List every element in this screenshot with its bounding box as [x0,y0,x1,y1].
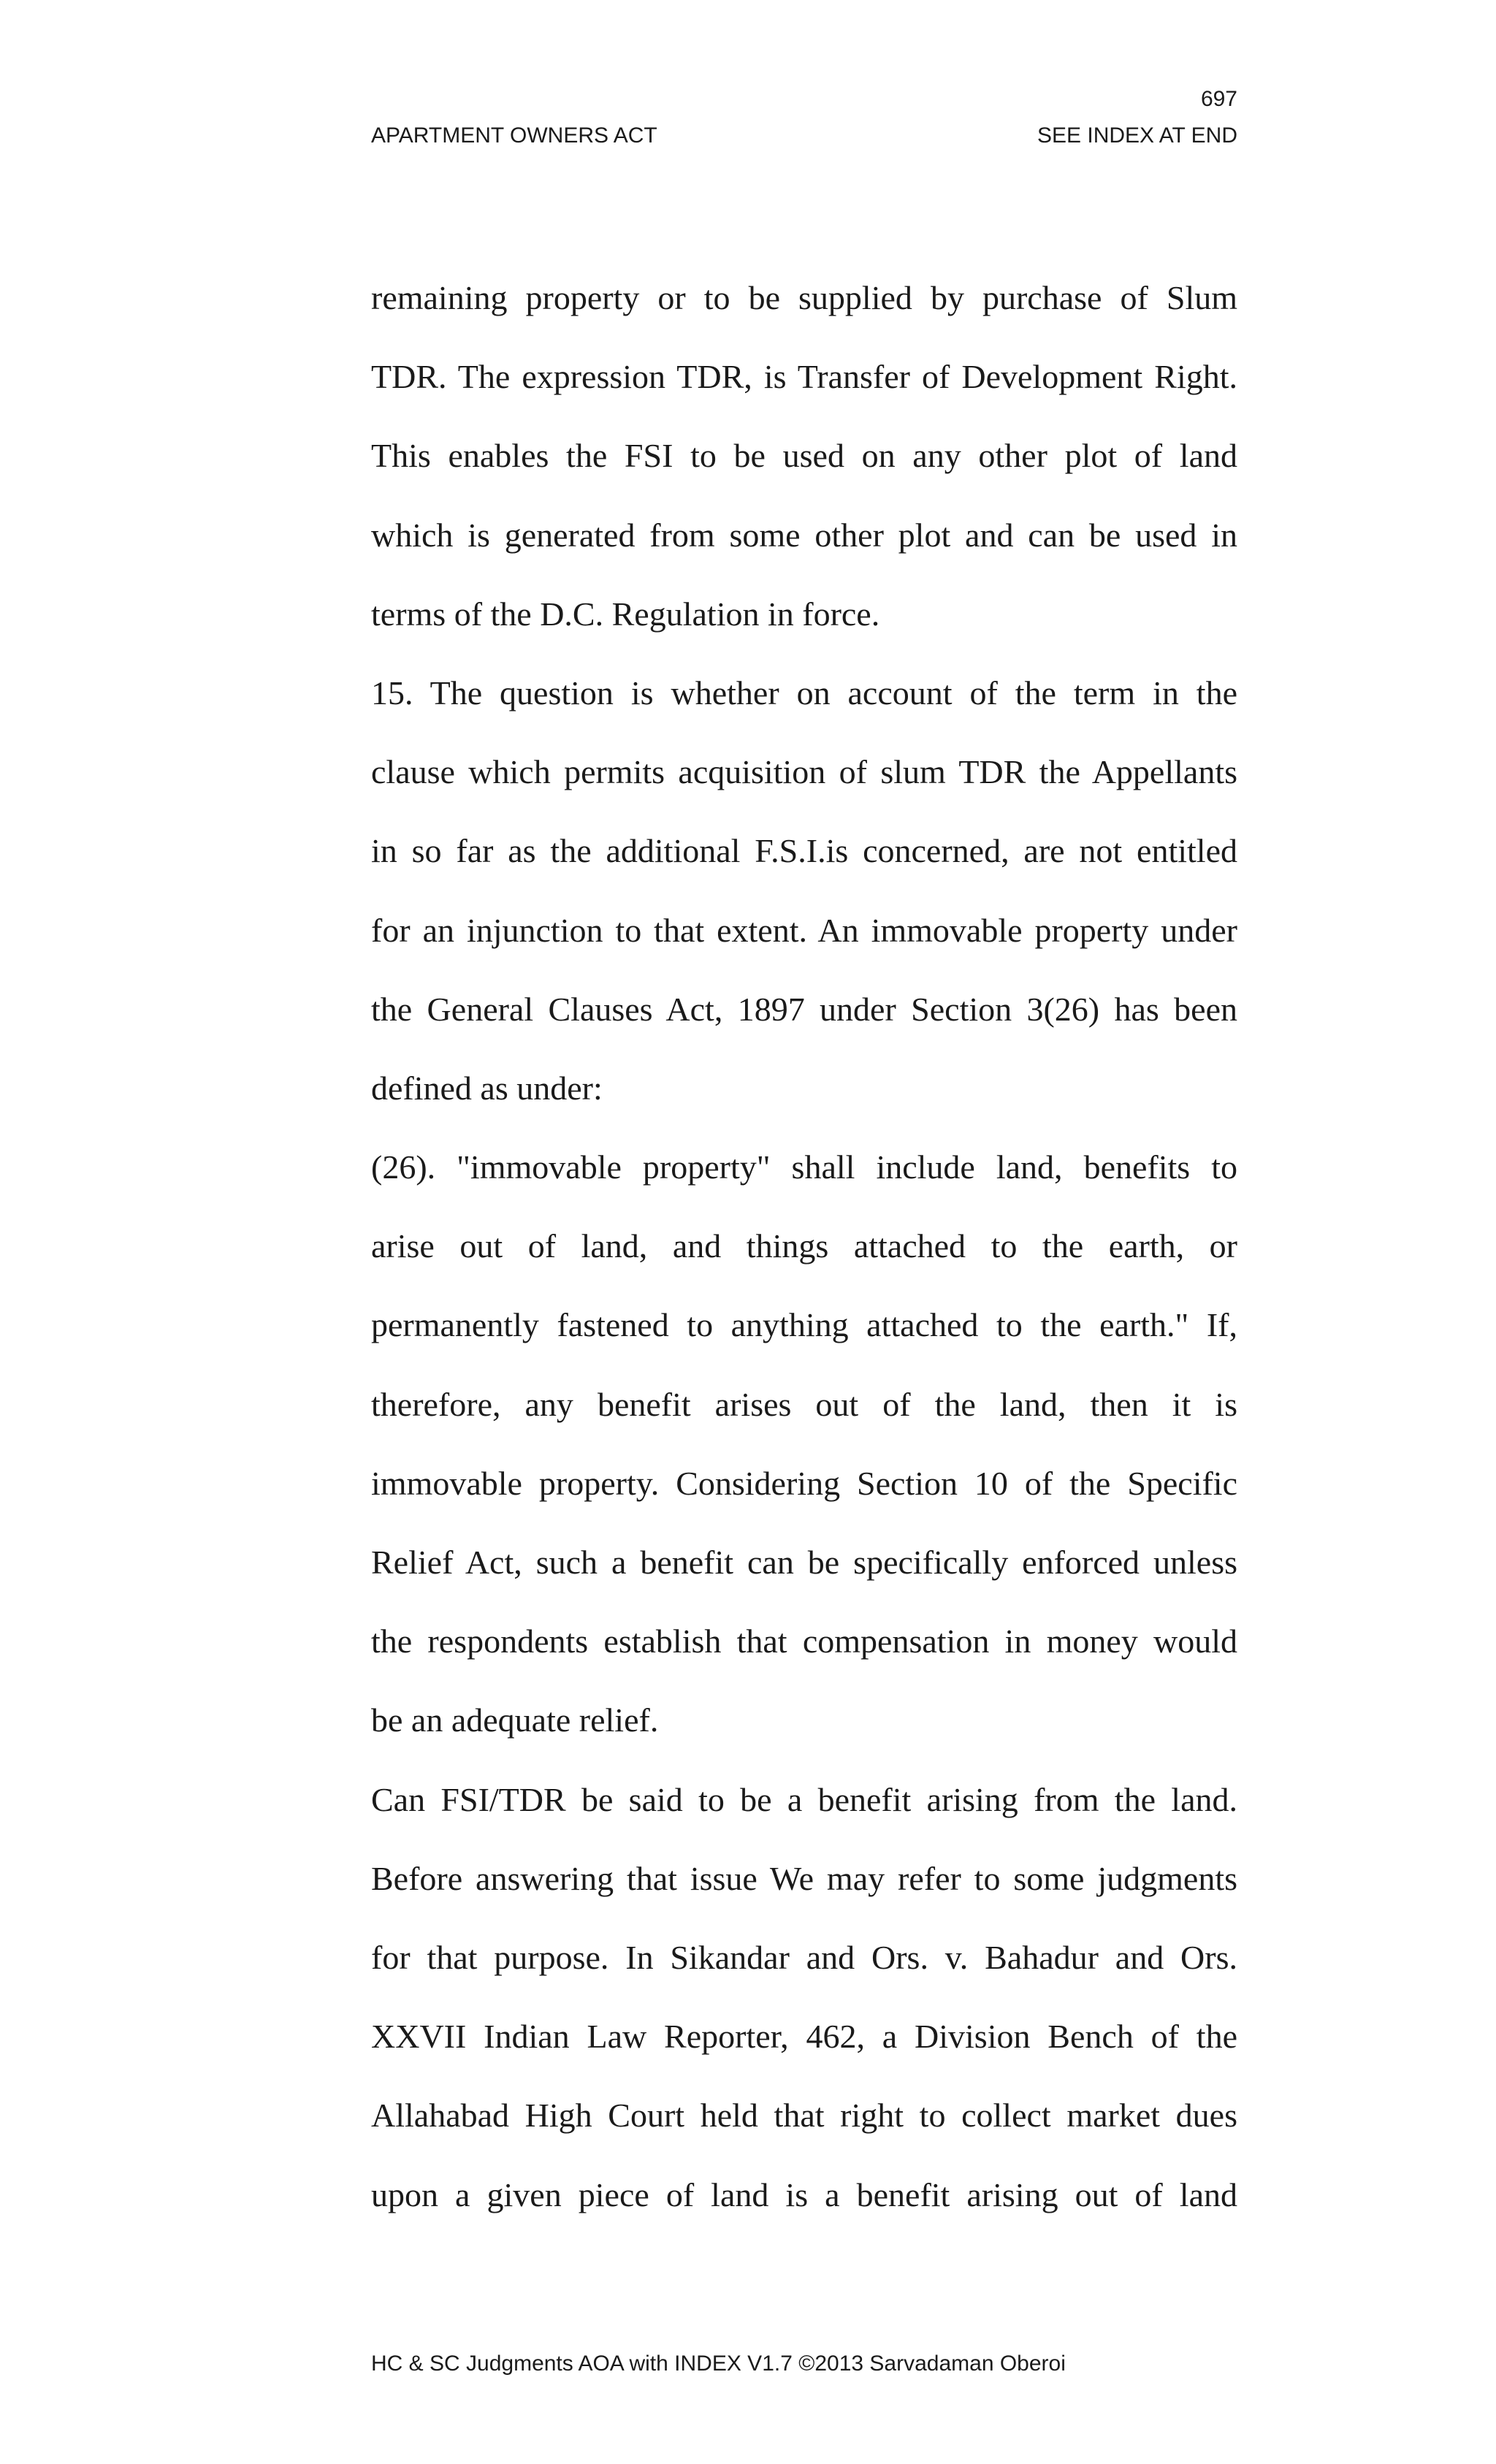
text-line: clause which permits acquisition of slum TDR the Appellants [371,753,1237,791]
text-line: XXVII Indian Law Reporter, 462, a Division Bench of the [371,2018,1237,2056]
text-line: defined as under: [371,1069,603,1107]
text-line: the General Clauses Act, 1897 under Section 3(26) has been [371,990,1237,1028]
text-line: (26). "immovable property" shall include land, benefits to [371,1148,1237,1186]
text-line: permanently fastened to anything attached to the earth." If, [371,1306,1237,1344]
text-line: Can FSI/TDR be said to be a benefit arising from the land. [371,1780,1237,1818]
text-line: 15. The question is whether on account of the term in the [371,674,1237,712]
running-header-index-note: SEE INDEX AT END [1037,123,1237,148]
text-line: terms of the D.C. Regulation in force. [371,595,880,633]
text-line: This enables the FSI to be used on any other plot of land [371,437,1237,475]
judgment-body-text [371,259,1237,2235]
running-header-title: APARTMENT OWNERS ACT [371,123,657,148]
text-line: be an adequate relief. [371,1701,659,1739]
text-line: Allahabad High Court held that right to collect market dues [371,2097,1237,2135]
text-line: which is generated from some other plot and can be used in [371,516,1237,554]
text-line: in so far as the additional F.S.I.is concerned, are not entitled [371,832,1237,870]
text-line: upon a given piece of land is a benefit arising out of land [371,2175,1237,2213]
text-line: Relief Act, such a benefit can be specifically enforced unless [371,1544,1237,1581]
text-line: therefore, any benefit arises out of the land, then it is [371,1385,1237,1423]
text-line: TDR. The expression TDR, is Transfer of Development Right. [371,358,1237,396]
page-number: 697 [1200,87,1237,111]
page-footer: HC & SC Judgments AOA with INDEX V1.7 ©2013 Sarvadaman Oberoi [371,2352,1066,2376]
text-line: for that purpose. In Sikandar and Ors. v. Bahadur and Ors. [371,1938,1237,1976]
text-line: Before answering that issue We may refer to some judgments [371,1859,1237,1897]
text-line: arise out of land, and things attached to the earth, or [371,1227,1237,1265]
text-line: for an injunction to that extent. An immovable property under [371,911,1237,949]
text-line: remaining property or to be supplied by purchase of Slum [371,279,1237,316]
text-line: the respondents establish that compensation in money would [371,1622,1237,1660]
text-line: immovable property. Considering Section 10 of the Specific [371,1464,1237,1502]
